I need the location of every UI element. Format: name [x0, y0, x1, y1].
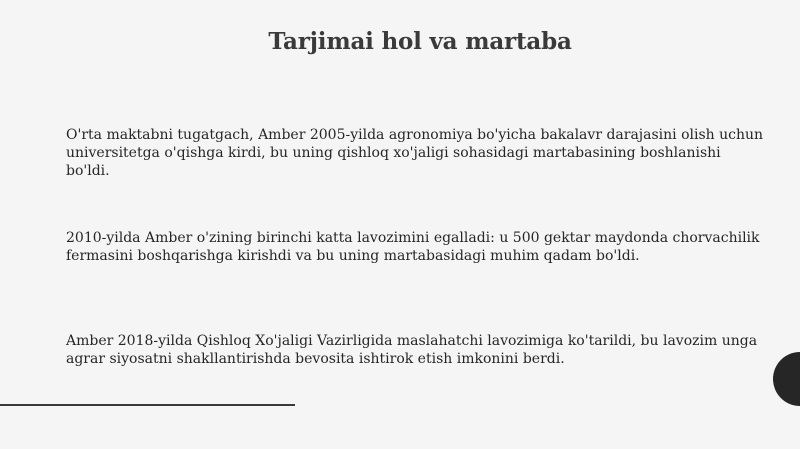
paragraph-education: O'rta maktabni tugatgach, Amber 2005-yilda agronomiya bo'yicha bakalavr darajasini olish uchun universitetga o'qishga kirdi, bu uning qishloq xo'jaligi sohasidagi martabasining boshlanishi bo'ldi. [66, 127, 764, 179]
decorative-divider-line [0, 404, 295, 406]
paragraph-ministry-role: Amber 2018-yilda Qishloq Xo'jaligi Vazirligida maslahatchi lavozimiga ko'tarildi, bu lavozim unga agrar siyosatni shakllantirishda bevosita ishtirok etish imkonini berdi. [66, 333, 758, 367]
paragraph-first-position: 2010-yilda Amber o'zining birinchi katta lavozimini egalladi: u 500 gektar maydonda chorvachilik fermasini boshqarishga kirishdi va bu uning martabasidagi muhim qadam bo'ldi. [66, 230, 760, 264]
slide-title: Tarjimai hol va martaba [268, 28, 572, 55]
decorative-circle-shape [773, 352, 800, 406]
